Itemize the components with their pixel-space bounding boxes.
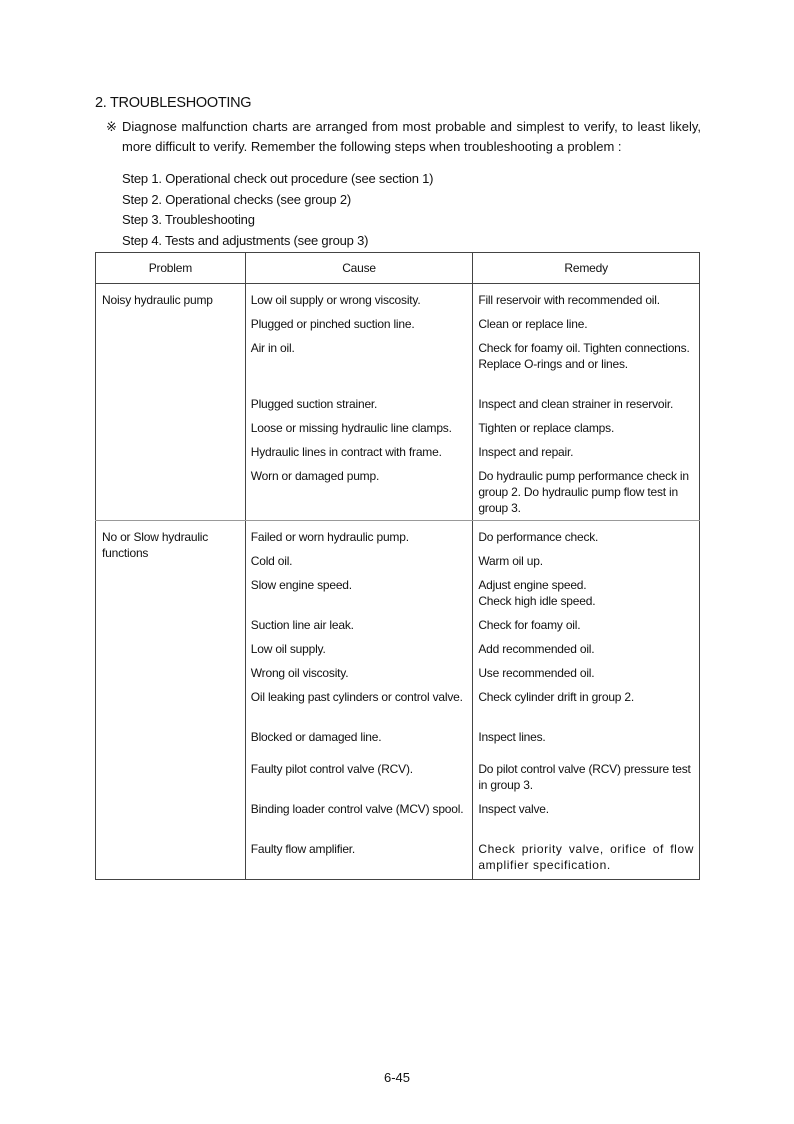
cause-item: Faulty pilot control valve (RCV).	[250, 762, 413, 776]
cause-item: Oil leaking past cylinders or control valve.	[250, 690, 463, 704]
remedy-item: Tighten or replace clamps.	[478, 421, 615, 435]
step-item: Step 1. Operational check out procedure (see section 1)	[122, 171, 434, 186]
remedy-item: Check for foamy oil.	[478, 618, 581, 632]
cause-item: Binding loader control valve (MCV) spool.	[250, 802, 464, 816]
remedy-item: Check cylinder drift in group 2.	[478, 690, 635, 704]
cause-item: Loose or missing hydraulic line clamps.	[250, 421, 452, 435]
step-item: Step 3. Troubleshooting	[122, 212, 255, 227]
remedy-item: Check for foamy oil. Tighten connections. Replace O-rings and or lines.	[478, 341, 690, 371]
cause-item: Failed or worn hydraulic pump.	[250, 530, 409, 544]
remedy-cell	[473, 521, 700, 880]
table-row	[96, 521, 700, 880]
remedy-item: Do hydraulic pump performance check in group 2. Do hydraulic pump flow test in group 3.	[478, 469, 689, 515]
remedy-item: Warm oil up.	[478, 554, 543, 568]
remedy-item: Adjust engine speed. Check high idle speed.	[478, 578, 596, 608]
table-header-row	[96, 253, 700, 284]
cause-item: Plugged suction strainer.	[250, 397, 378, 411]
step-item: Step 2. Operational checks (see group 2)	[122, 191, 352, 207]
cause-item: Blocked or damaged line.	[250, 730, 382, 744]
page-number: 6-45	[383, 1070, 411, 1085]
cause-item: Plugged or pinched suction line.	[250, 317, 415, 331]
table-row	[96, 284, 700, 521]
cause-cell	[245, 284, 473, 521]
header-cause: Cause	[245, 253, 473, 284]
remedy-item: Inspect and repair.	[478, 445, 574, 459]
troubleshooting-steps	[122, 169, 433, 251]
remedy-item: Clean or replace line.	[478, 317, 588, 331]
reference-mark-icon: ※	[106, 119, 117, 134]
remedy-item: Do performance check.	[478, 530, 599, 544]
header-remedy: Remedy	[473, 253, 700, 284]
cause-item: Hydraulic lines in contract with frame.	[250, 445, 442, 459]
cause-item: Wrong oil viscosity.	[250, 666, 349, 680]
diagnose-note	[106, 117, 701, 157]
troubleshooting-table	[95, 252, 700, 880]
cause-item: Low oil supply or wrong viscosity.	[250, 293, 421, 307]
cause-item: Low oil supply.	[250, 642, 326, 656]
cause-item: Air in oil.	[250, 341, 295, 355]
remedy-item: Fill reservoir with recommended oil.	[478, 293, 660, 307]
section-title: 2. TROUBLESHOOTING	[95, 95, 252, 111]
header-problem: Problem	[96, 253, 246, 284]
cause-item: Suction line air leak.	[250, 618, 354, 632]
cause-item: Slow engine speed.	[250, 578, 352, 592]
remedy-item: Inspect lines.	[478, 730, 546, 744]
cause-item: Worn or damaged pump.	[250, 469, 380, 483]
remedy-item: Add recommended oil.	[478, 642, 595, 656]
step-item: Step 4. Tests and adjustments (see group 3)	[122, 232, 369, 248]
remedy-item: Do pilot control valve (RCV) pressure test in group 3.	[478, 762, 691, 792]
problem-cell: No or Slow hydraulic functions	[96, 521, 246, 880]
note-text: Diagnose malfunction charts are arranged from most probable and simplest to verify, to least likely, more difficult to verify. Remember the following steps when troubleshooting a problem :	[122, 119, 701, 154]
cause-cell	[245, 521, 473, 880]
cause-item: Faulty flow amplifier.	[250, 842, 356, 856]
remedy-item: Inspect and clean strainer in reservoir.	[478, 397, 674, 411]
remedy-item: Inspect valve.	[478, 802, 549, 816]
problem-cell: Noisy hydraulic pump	[96, 284, 246, 521]
remedy-item: Check priority valve, orifice of flow amplifier specification.	[478, 842, 694, 872]
remedy-cell	[473, 284, 700, 521]
remedy-item: Use recommended oil.	[478, 666, 595, 680]
cause-item: Cold oil.	[250, 554, 293, 568]
